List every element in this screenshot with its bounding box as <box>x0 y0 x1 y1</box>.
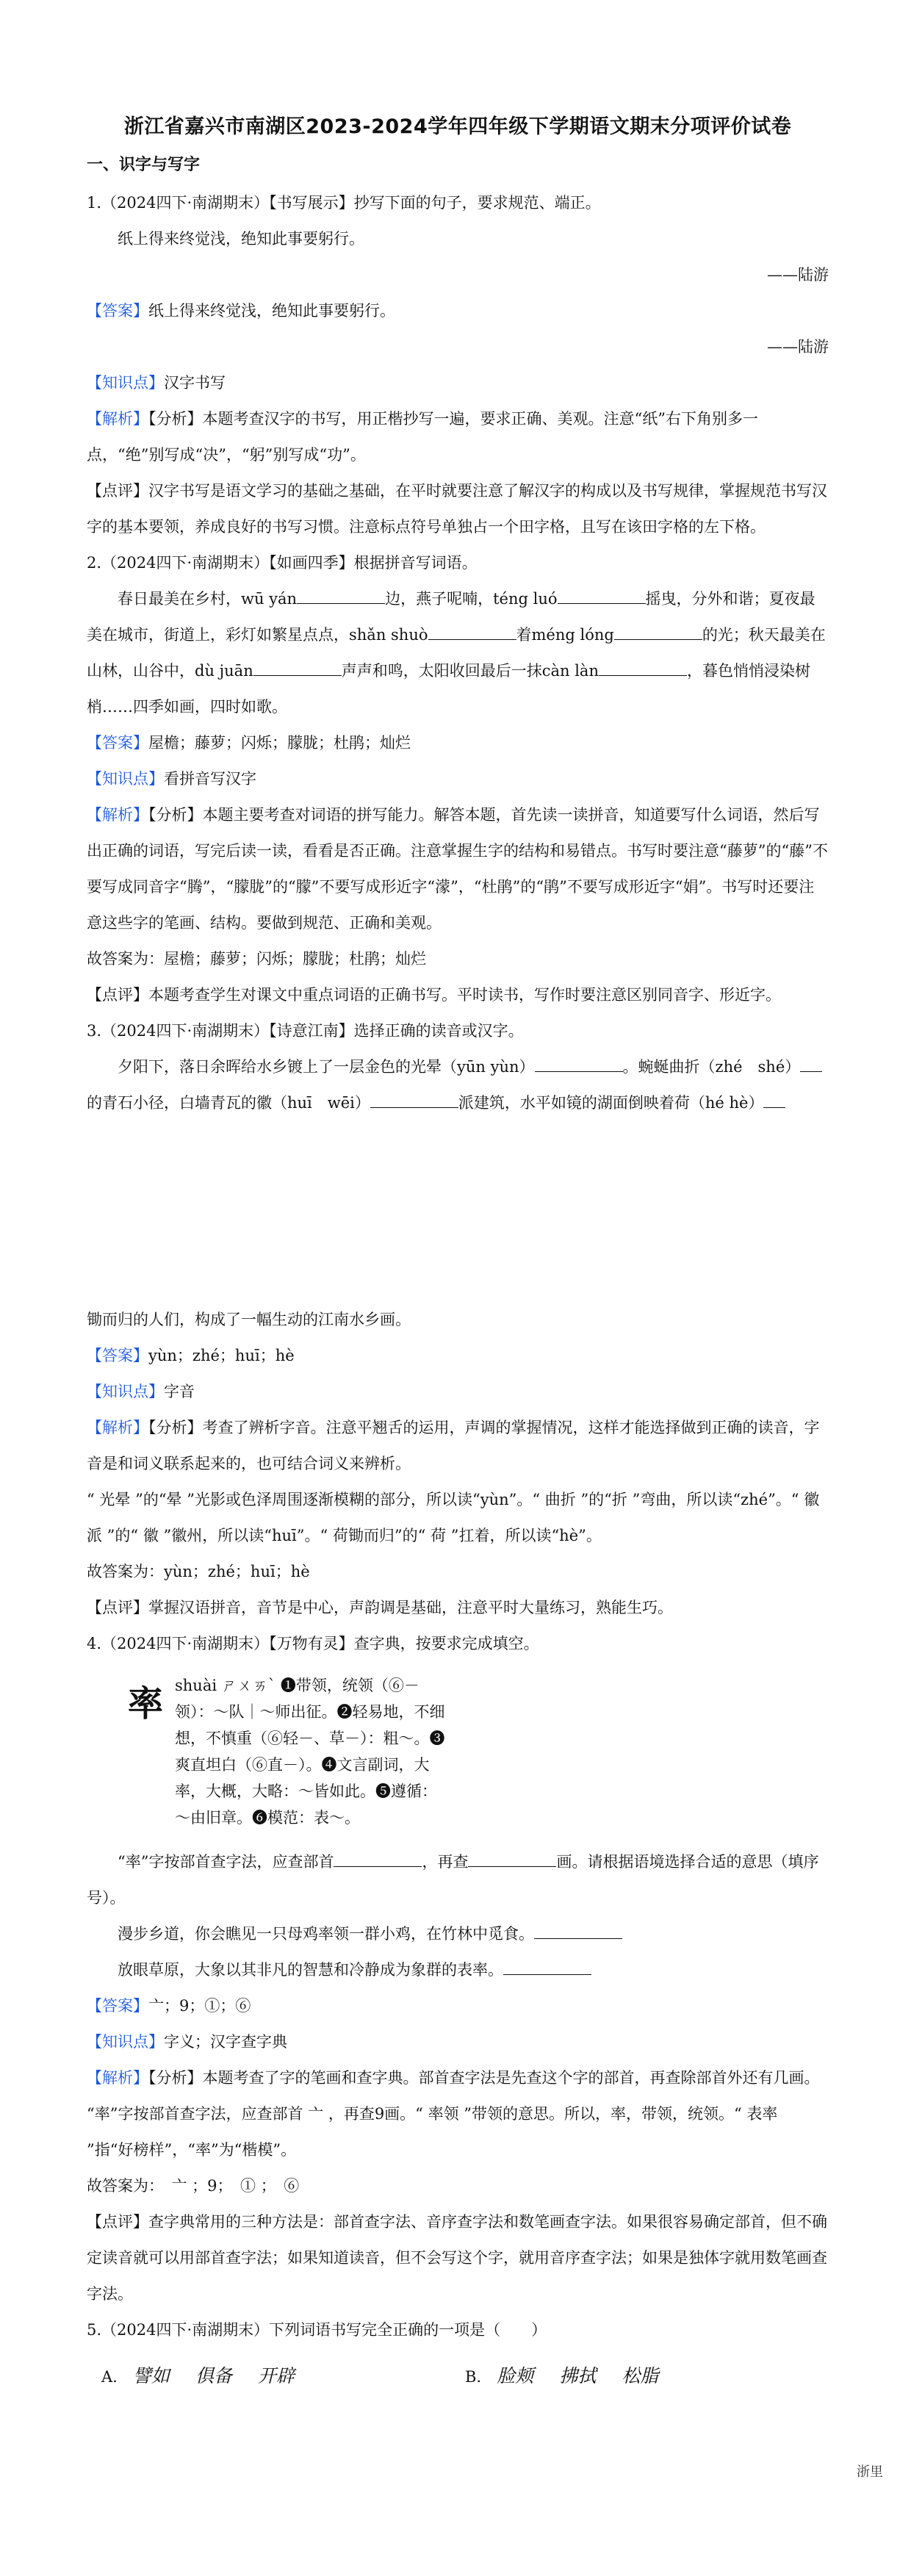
q3-answer: 【答案】yùn；zhé；huī；hè <box>87 1347 295 1364</box>
dictionary-entry <box>128 1672 451 1837</box>
answer-blank[interactable] <box>428 625 516 640</box>
option-word: 开辟 <box>258 2365 295 2386</box>
answer-blank[interactable] <box>558 589 646 604</box>
q4-analysis: 【解析】【分析】本题考查了字的笔画和查字典。部首查字法是先查这个字的部首，再查除部首外还有几画。 <box>87 2069 820 2087</box>
q4-final: 故答案为： 亠 ；9； ① ； ⑥ <box>87 2177 300 2195</box>
question-3: 3.（2024四下·南湖期末）【诗意江南】选择正确的读音或汉字。 <box>87 1022 524 1040</box>
option-word: 脸颊 <box>497 2365 534 2386</box>
question-5: 5.（2024四下·南湖期末）下列词语书写完全正确的一项是（ ） <box>87 2321 547 2339</box>
option-word: 俱备 <box>195 2365 233 2386</box>
q1-author: ——陆游 <box>767 266 829 284</box>
q2-analysis: 【解析】【分析】本题主要考查对词语的拼写能力。解答本题，首先读一读拼音，知道要写什么词语，然后写出正确的词语，写完后读一读，看看是否正确。注意掌握生字的结构和易错点。书写时要注意“藤萝”的“藤”不要写成同音字“腾”，“朦胧”的“朦”不要写成形近字“濛”，“杜鹃”的“鹃”不要写成形近字“娟”。书写时还要注意这些字的笔画、结构。要做到规范、正确和美观。 <box>87 806 828 932</box>
option-b[interactable]: B. 脸颊 拂拭 松脂 <box>465 2365 659 2386</box>
section-heading: 一、识字与写字 <box>87 156 201 174</box>
answer-blank[interactable] <box>503 1960 591 1975</box>
q4-knowledge: 【知识点】字义；汉字查字典 <box>87 2033 287 2051</box>
q1-comment: 【点评】汉字书写是语文学习的基础之基础，在平时就要注意了解汉字的构成以及书写规律，掌握规范书写汉字的基本要领，养成良好的书写习惯。注意标点符号单独占一个田字格，且写在该田字格的左下格。 <box>87 482 827 536</box>
page-footer: 浙里 <box>857 2464 883 2480</box>
q5-options <box>87 2356 829 2400</box>
option-word: 松脂 <box>622 2365 659 2386</box>
question-1: 1.（2024四下·南湖期末）【书写展示】抄写下面的句子，要求规范、端正。 <box>87 194 601 212</box>
q1-text: 纸上得来终觉浅，绝知此事要躬行。 <box>118 230 364 248</box>
q2-knowledge: 【知识点】看拼音写汉字 <box>87 770 256 788</box>
q1-knowledge: 【知识点】汉字书写 <box>87 374 226 392</box>
option-a[interactable]: A. 譬如 俱备 开辟 <box>101 2365 295 2386</box>
q3-passage: 夕阳下，落日余晖给水乡镀上了一层金色的光晕（yūn yùn） 。蜿蜒曲折（zhé shé）的青石小径，白墙青瓦的徽（huī wēi） 派建筑，水平如镜的湖面倒映着荷（hé hè） <box>87 1049 829 1121</box>
answer-blank[interactable] <box>253 661 342 676</box>
blank-space <box>87 1121 829 1302</box>
dictionary-text: shuài ㄕㄨㄞˋ ❶带领，统领（⑥－领）：～队｜～师出征。❷轻易地，不细想，不慎重（⑥轻－、草－）：粗～。❸爽直坦白（⑥直－）。❹文言副词，大率，大概，大略：～皆如此。❺遵循：～由旧章。❻模范：表～。 <box>175 1677 445 1827</box>
q3-explanation: “ 光晕 ”的“晕 ”光影或色泽周围逐渐模糊的部分，所以读“yùn”。“ 曲折 ”的“折 ”弯曲，所以读“zhé”。“ 徽派 ”的“ 徽 ”徽州，所以读“huī”。“ 荷锄而归”的“ 荷 ”扛着，所以读“hè”。 <box>87 1491 820 1544</box>
q3-final: 故答案为：yùn；zhé；huī；hè <box>87 1563 310 1580</box>
answer-blank[interactable] <box>334 1852 422 1867</box>
q2-final: 故答案为：屋檐；藤萝；闪烁；朦胧；杜鹃；灿烂 <box>87 950 426 968</box>
q1-analysis: 【解析】【分析】本题考查汉字的书写，用正楷抄写一遍，要求正确、美观。注意“纸”右下角别多一点，“绝”别写成“决”，“躬”别写成“功”。 <box>87 410 758 464</box>
q4-explanation: “率”字按部首查字法，应查部首 亠 ，再查9画。“ 率领 ”带领的意思。所以，率，带领，统领。“ 表率 ”指“好榜样”，“率”为“楷模”。 <box>87 2105 778 2159</box>
q4-line-2: 放眼草原，大象以其非凡的智慧和冷静成为象群的表率。 <box>87 1952 829 1988</box>
dictionary-char: 率 <box>128 1683 164 1724</box>
q4-question: “率”字按部首查字法，应查部首 ，再查 画。请根据语境选择合适的意思（填序号）。 <box>87 1853 819 1907</box>
answer-blank[interactable] <box>468 1852 556 1867</box>
q2-comment: 【点评】本题考查学生对课文中重点词语的正确书写。平时读书，写作时要注意区别同音字、形近字。 <box>87 986 781 1004</box>
answer-blank[interactable] <box>800 1057 822 1072</box>
q2-passage: 春日最美在乡村，wū yán 边，燕子呢喃，téng luó 摇曳，分外和谐；夏夜最美在城市，街道上，彩灯如繁星点点，shǎn shuò 着méng lóng 的光；秋天最美在山林，山谷中，dù juān 声声和鸣，太阳收回最后一抹càn làn ，暮色悄悄浸染树梢……四季如画，四时如歌。 <box>87 590 826 716</box>
option-word: 譬如 <box>132 2365 170 2386</box>
answer-blank[interactable] <box>297 589 385 604</box>
q3-analysis: 【解析】【分析】考查了辨析字音。注意平翘舌的运用，声调的掌握情况，这样才能选择做到正确的读音，字音是和词义联系起来的，也可结合词义来辨析。 <box>87 1419 820 1472</box>
question-4: 4.（2024四下·南湖期末）【万物有灵】查字典，按要求完成填空。 <box>87 1635 539 1652</box>
answer-blank[interactable] <box>370 1093 458 1108</box>
q3-comment: 【点评】掌握汉语拼音，音节是中心，声韵调是基础，注意平时大量练习，熟能生巧。 <box>87 1599 673 1616</box>
q1-answer: 【答案】纸上得来终觉浅，绝知此事要躬行。 <box>87 302 395 320</box>
q2-answer: 【答案】屋檐；藤萝；闪烁；朦胧；杜鹃；灿烂 <box>87 734 411 752</box>
q4-line-1: 漫步乡道，你会瞧见一只母鸡率领一群小鸡，在竹林中觅食。 <box>87 1916 829 1952</box>
q4-comment: 【点评】查字典常用的三种方法是：部首查字法、音序查字法和数笔画查字法。如果很容易确定部首，但不确定读音就可以用部首查字法；如果知道读音，但不会写这个字，就用音序查字法；如果是独体字就用数笔画查字法。 <box>87 2213 827 2303</box>
answer-blank[interactable] <box>763 1093 785 1108</box>
answer-blank[interactable] <box>534 1924 622 1939</box>
answer-blank[interactable] <box>535 1057 623 1072</box>
answer-blank[interactable] <box>599 661 687 676</box>
option-word: 拂拭 <box>559 2365 597 2386</box>
answer-blank[interactable] <box>614 625 702 640</box>
q4-answer: 【答案】亠；9；①；⑥ <box>87 1997 251 2015</box>
question-2: 2.（2024四下·南湖期末）【如画四季】根据拼音写词语。 <box>87 554 478 572</box>
q3-passage-end: 锄而归的人们，构成了一幅生动的江南水乡画。 <box>87 1311 411 1328</box>
exam-page <box>87 110 829 2400</box>
q3-knowledge: 【知识点】字音 <box>87 1383 195 1400</box>
q1-answer-author: ——陆游 <box>767 338 829 356</box>
doc-title: 浙江省嘉兴市南湖区2023-2024学年四年级下学期语文期末分项评价试卷 <box>123 115 792 138</box>
